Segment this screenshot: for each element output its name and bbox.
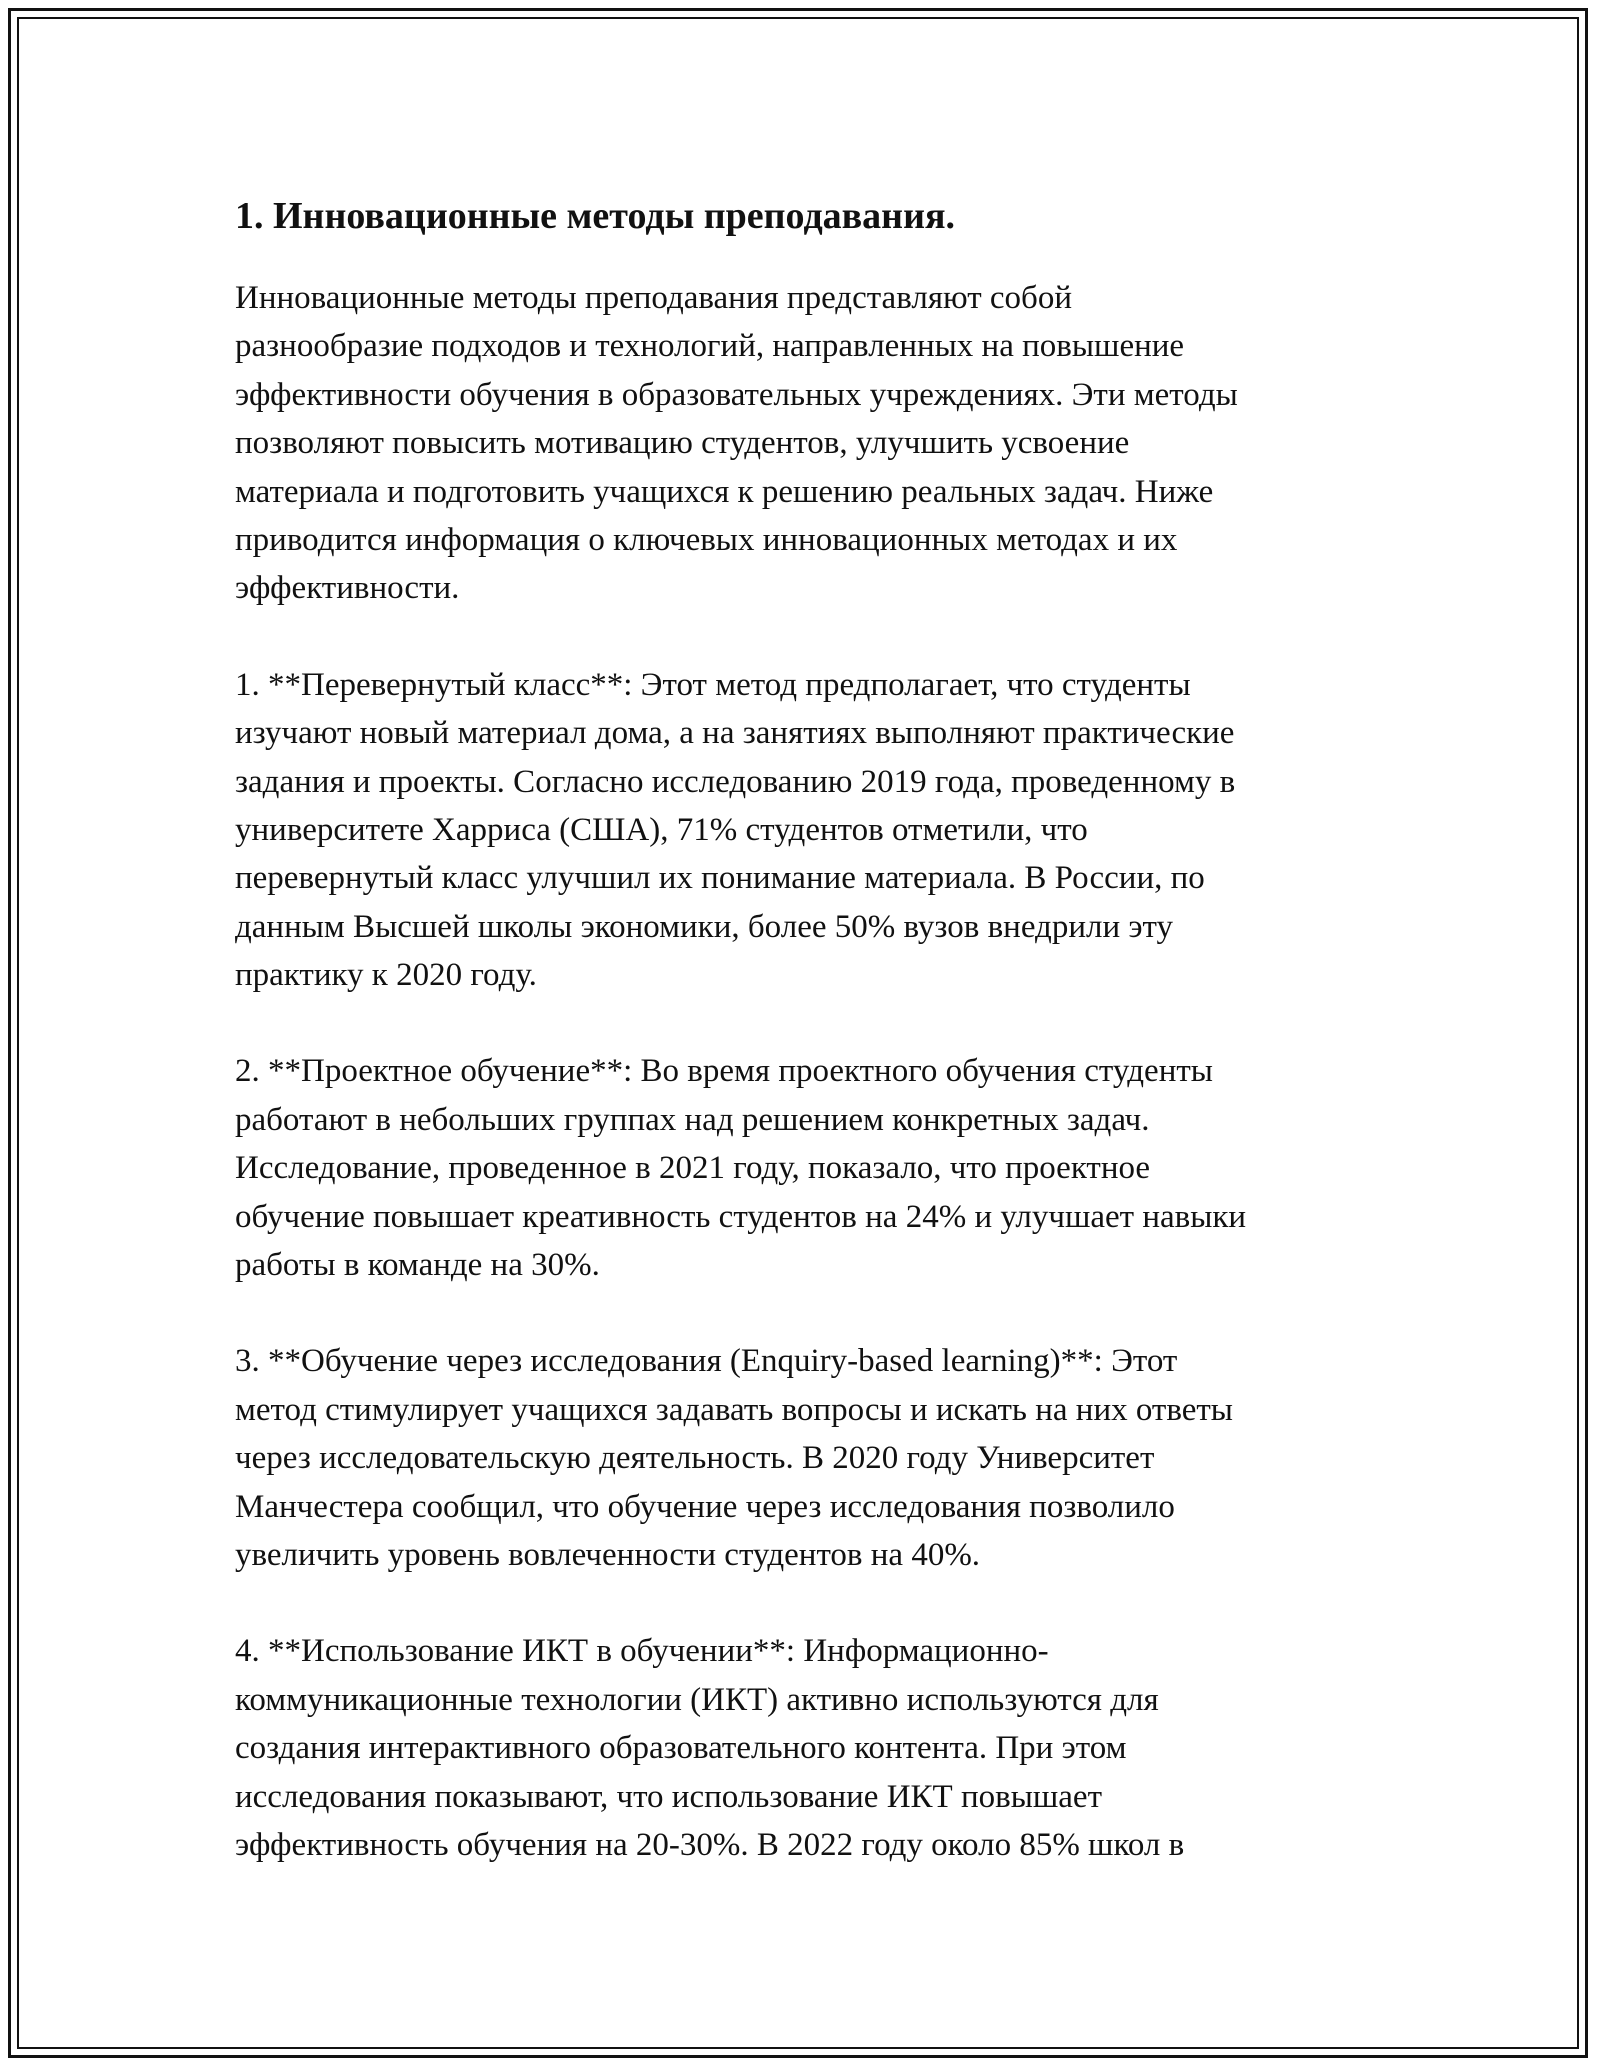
document-body xyxy=(235,188,1375,1917)
text-line: разнообразие подходов и технологий, направленных на повышение xyxy=(235,328,1185,365)
document-title: 1. Инновационные методы преподавания. xyxy=(235,195,956,237)
text-line: Инновационные методы преподавания представляют собой xyxy=(235,280,1072,316)
text-line: 1. **Перевернутый класс**: Этот метод предполагает, что студенты xyxy=(235,666,1191,703)
text-line: через исследовательскую деятельность. В 2020 году Университет xyxy=(235,1440,1155,1477)
text-line: Манчестера сообщил, что обучение через исследования позволило xyxy=(235,1488,1175,1525)
text-line: данным Высшей школы экономики, более 50% вузов внедрили эту xyxy=(235,908,1174,945)
text-line: работы в команде на 30%. xyxy=(235,1247,600,1284)
text-line: эффективность обучения на 20-30%. В 2022 году около 85% школ в xyxy=(235,1826,1185,1863)
text-line: 4. **Использование ИКТ в обучении**: Информационно- xyxy=(235,1633,1049,1670)
text-line: коммуникационные технологии (ИКТ) активно используются для xyxy=(235,1681,1159,1718)
text-line: эффективности. xyxy=(235,570,460,607)
text-line: позволяют повысить мотивацию студентов, улучшить усвоение xyxy=(235,425,1130,462)
intro-paragraph xyxy=(235,274,1375,613)
text-line: эффективности обучения в образовательных учреждениях. Эти методы xyxy=(235,376,1238,413)
method-enquiry-learning-paragraph xyxy=(235,1337,1375,1579)
text-line: 3. **Обучение через исследования (Enquiry-based learning)**: Этот xyxy=(235,1343,1178,1380)
text-line: материала и подготовить учащихся к решению реальных задач. Ниже xyxy=(235,473,1214,510)
text-line: задания и проекты. Согласно исследованию 2019 года, проведенному в xyxy=(235,763,1236,800)
text-line: изучают новый материал дома, а на занятиях выполняют практические xyxy=(235,715,1235,752)
text-line: перевернутый класс улучшил их понимание материала. В России, по xyxy=(235,860,1205,897)
text-line: 2. **Проектное обучение**: Во время проектного обучения студенты xyxy=(235,1053,1213,1090)
text-line: обучение повышает креативность студентов на 24% и улучшает навыки xyxy=(235,1198,1247,1235)
text-line: практику к 2020 году. xyxy=(235,957,537,994)
text-line: университете Харриса (США), 71% студентов отметили, что xyxy=(235,811,1088,848)
method-project-learning-paragraph xyxy=(235,1047,1375,1289)
text-line: исследования показывают, что использование ИКТ повышает xyxy=(235,1778,1102,1815)
text-line: создания интерактивного образовательного контента. При этом xyxy=(235,1730,1127,1767)
text-line: метод стимулирует учащихся задавать вопросы и искать на них ответы xyxy=(235,1391,1233,1428)
text-line: увеличить уровень вовлеченности студентов на 40%. xyxy=(235,1536,981,1573)
text-line: приводится информация о ключевых инновационных методах и их xyxy=(235,521,1178,558)
text-line: работают в небольших группах над решением конкретных задач. xyxy=(235,1101,1150,1138)
text-line: Исследование, проведенное в 2021 году, показало, что проектное xyxy=(235,1150,1151,1187)
method-flipped-classroom-paragraph xyxy=(235,661,1375,1000)
method-ict-paragraph xyxy=(235,1627,1375,1869)
